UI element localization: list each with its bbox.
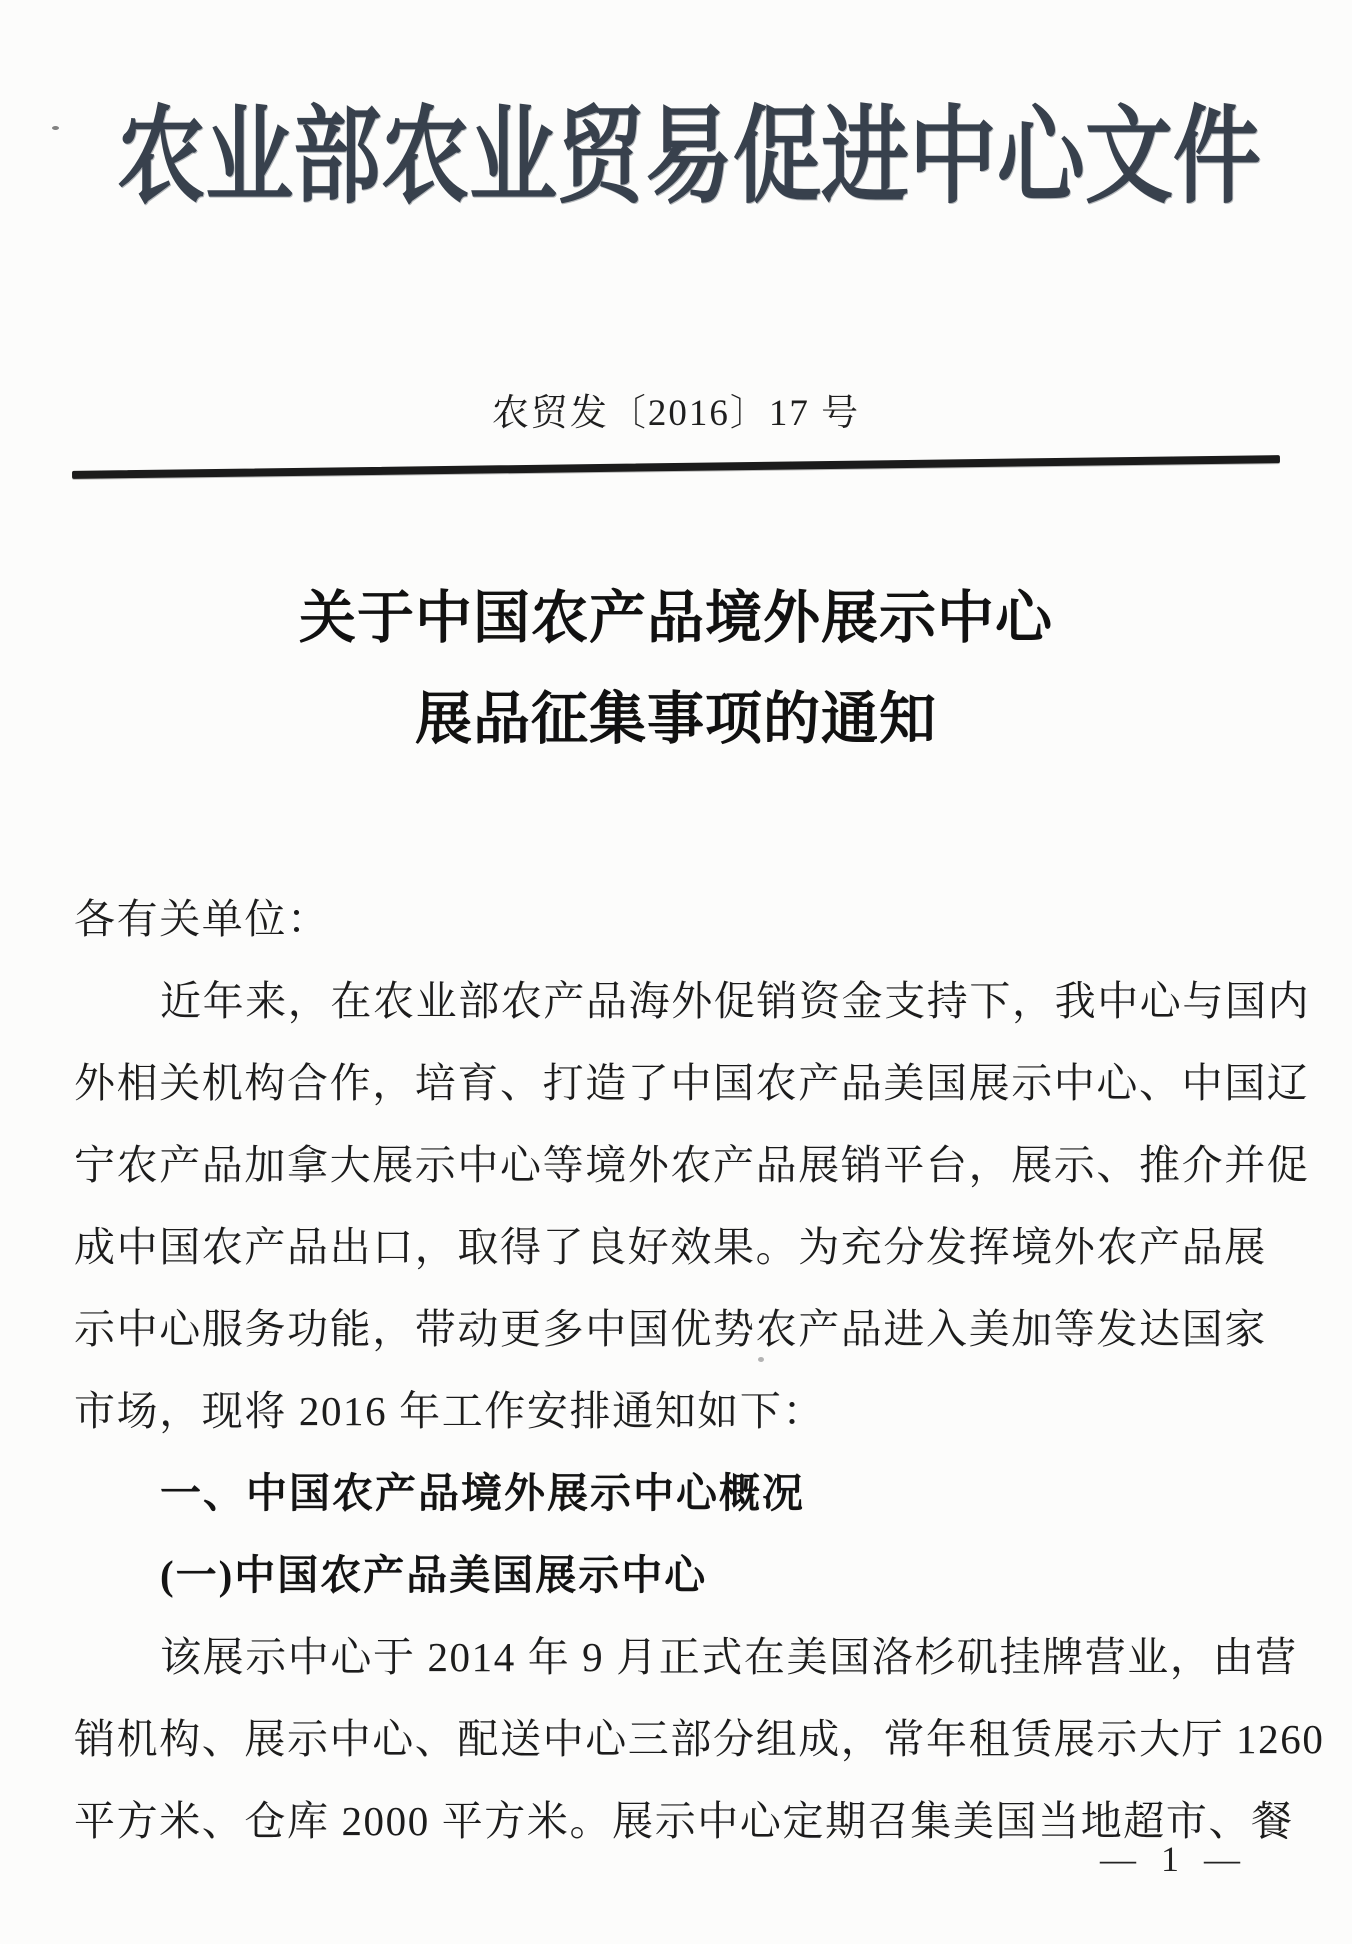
document-title-line-2: 展品征集事项的通知 bbox=[415, 688, 937, 751]
subsection-heading-1: (一)中国农产品美国展示中心 bbox=[160, 1552, 708, 1598]
letterhead-title bbox=[0, 99, 1352, 216]
body-line: 该展示中心于 2014 年 9 月正式在美国洛杉矶挂牌营业，由营 bbox=[160, 1634, 1298, 1680]
body-line: 销机构、展示中心、配送中心三部分组成，常年租赁展示大厅 1260 bbox=[74, 1716, 1325, 1762]
section-heading-1: 一、中国农产品境外展示中心概况 bbox=[160, 1470, 805, 1516]
body-line: 示中心服务功能，带动更多中国优势农产品进入美加等发达国家 bbox=[74, 1306, 1267, 1352]
document-title-line-1: 关于中国农产品境外展示中心 bbox=[299, 587, 1053, 650]
letterhead-title-text: 农业部农业贸易促进中心文件 bbox=[117, 99, 1261, 216]
salutation-line: 各有关单位： bbox=[74, 896, 330, 942]
document-body bbox=[74, 878, 1325, 1862]
header-divider-rule bbox=[72, 455, 1280, 479]
body-line: 近年来，在农业部农产品海外促销资金支持下，我中心与国内 bbox=[160, 978, 1311, 1024]
body-line: 成中国农产品出口，取得了良好效果。为充分发挥境外农产品展 bbox=[74, 1224, 1267, 1270]
body-line: 宁农产品加拿大展示中心等境外农产品展销平台，展示、推介并促 bbox=[74, 1142, 1310, 1188]
document-title bbox=[0, 568, 1352, 770]
body-line: 市场，现将 2016 年工作安排通知如下： bbox=[74, 1388, 826, 1434]
page-number: — 1 — bbox=[1100, 1839, 1248, 1879]
document-reference-number: 农贸发〔2016〕17 号 bbox=[491, 393, 861, 434]
body-line: 平方米、仓库 2000 平方米。展示中心定期召集美国当地超市、餐 bbox=[74, 1798, 1294, 1844]
body-line: 外相关机构合作，培育、打造了中国农产品美国展示中心、中国辽 bbox=[74, 1060, 1310, 1106]
